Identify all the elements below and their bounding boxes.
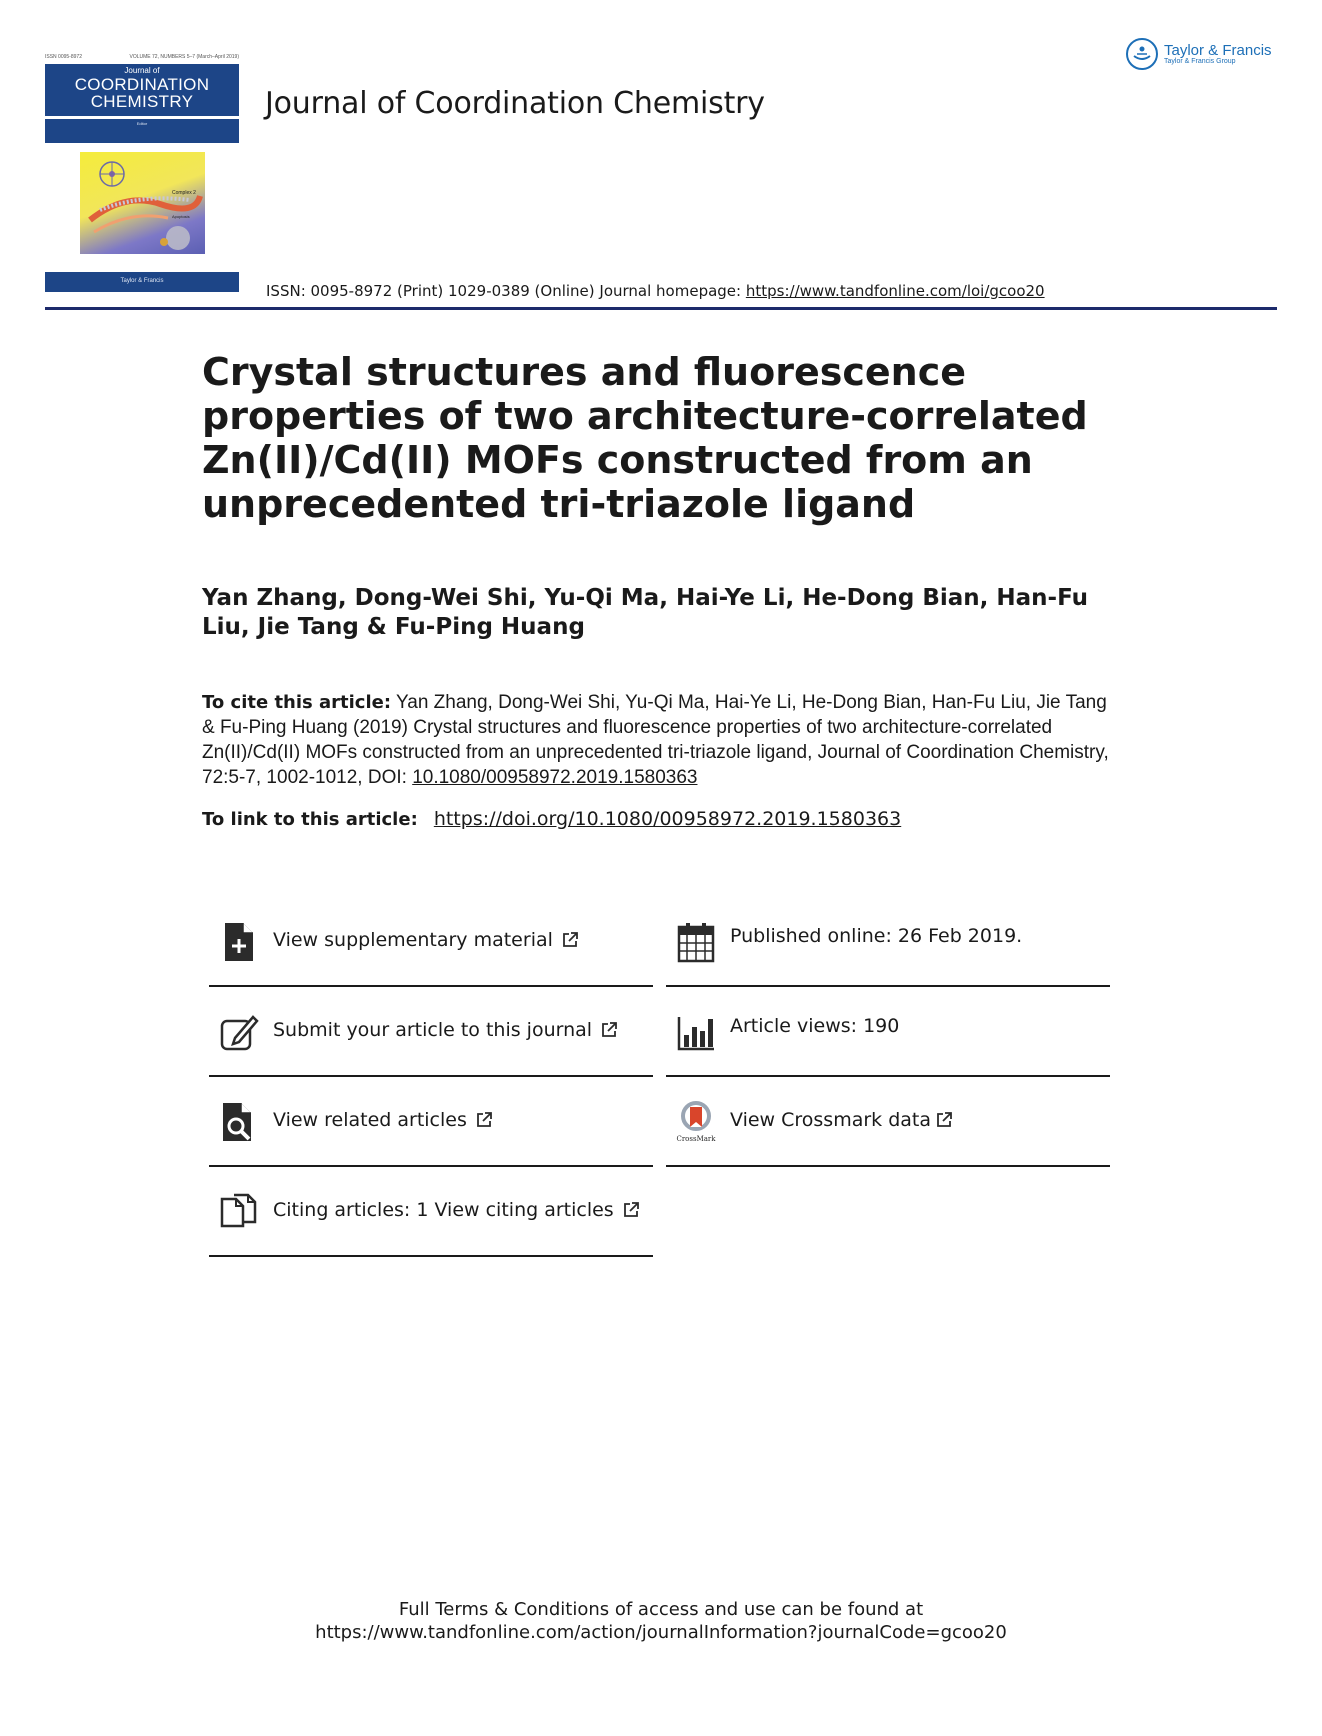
published-online-cell xyxy=(666,897,1110,987)
cover-volume: VOLUME 72, NUMBERS 5–7 (March–April 2019) xyxy=(129,54,239,60)
bar-chart-icon xyxy=(676,1011,716,1053)
published-online-label: Published online: 26 Feb 2019. xyxy=(730,925,1023,947)
journal-cover-thumbnail xyxy=(45,54,239,292)
external-link-icon xyxy=(622,1201,640,1219)
issn-line xyxy=(266,282,1045,300)
article-doi-url[interactable]: https://doi.org/10.1080/00958972.2019.1580363 xyxy=(433,808,902,830)
related-articles-cell[interactable] xyxy=(209,1077,653,1167)
cover-name-line2: CHEMISTRY xyxy=(90,92,194,111)
issn-text: ISSN: 0095-8972 (Print) 1029-0389 (Online) Journal homepage: xyxy=(266,282,746,300)
article-link-line xyxy=(202,808,901,830)
related-articles-label: View related articles xyxy=(273,1109,467,1131)
publisher-group: Taylor & Francis Group xyxy=(1164,58,1236,66)
citing-articles-label: Citing articles: 1 View citing articles xyxy=(273,1199,614,1221)
article-views-label: Article views: 190 xyxy=(730,1015,900,1037)
terms-line1: Full Terms & Conditions of access and use can be found at xyxy=(398,1599,924,1620)
header-divider xyxy=(45,307,1277,310)
terms-url[interactable]: https://www.tandfonline.com/action/journalInformation?journalCode=gcoo20 xyxy=(315,1622,1007,1643)
submit-article-label: Submit your article to this journal xyxy=(273,1019,593,1041)
citation-block xyxy=(202,690,1122,790)
citation-label: To cite this article: xyxy=(202,692,392,713)
citation-doi-link[interactable]: 10.1080/00958972.2019.1580363 xyxy=(412,767,698,788)
article-authors: Yan Zhang, Dong-Wei Shi, Yu-Qi Ma, Hai-Ye Li, He-Dong Bian, Han-Fu Liu, Jie Tang & Fu-Ping Huang xyxy=(202,585,1089,640)
crossmark-cell[interactable] xyxy=(666,1077,1110,1167)
journal-homepage-link[interactable]: https://www.tandfonline.com/loi/gcoo20 xyxy=(745,282,1045,300)
calendar-icon xyxy=(676,921,716,963)
cover-editor-strip xyxy=(45,119,239,143)
external-link-icon xyxy=(475,1111,493,1129)
cover-title-band xyxy=(45,64,239,116)
submit-article-cell[interactable] xyxy=(209,987,653,1077)
cover-name-line1: COORDINATION xyxy=(74,75,210,94)
journal-title[interactable]: Journal of Coordination Chemistry xyxy=(265,86,765,121)
cover-art-label-apoptosis: Apoptosis xyxy=(172,214,190,219)
cover-publisher-band xyxy=(45,272,239,292)
crossmark-logo-text: CrossMark xyxy=(676,1135,716,1143)
citing-articles-cell[interactable] xyxy=(209,1167,653,1257)
supplementary-material-cell[interactable] xyxy=(209,897,653,987)
supplementary-label: View supplementary material xyxy=(273,929,553,951)
search-document-icon xyxy=(219,1101,259,1143)
external-link-icon xyxy=(561,931,579,949)
supplementary-file-icon xyxy=(219,921,259,963)
publisher-logo-icon xyxy=(1126,38,1158,70)
article-title: Crystal structures and fluorescence properties of two architecture-correlated Zn(II)/Cd(II) MOFs constructed from an unprecedented tri-triazole ligand xyxy=(202,350,1088,526)
article-link-label: To link to this article: xyxy=(202,809,418,830)
terms-footer xyxy=(0,1598,1322,1644)
citing-documents-icon xyxy=(219,1191,259,1233)
article-views-cell xyxy=(666,987,1110,1077)
cover-artwork-graphic xyxy=(80,152,205,254)
taylor-francis-logo[interactable] xyxy=(1126,38,1272,70)
citation-text: Yan Zhang, Dong-Wei Shi, Yu-Qi Ma, Hai-Ye Li, He-Dong Bian, Han-Fu Liu, Jie Tang & Fu-Ping Huang (2019) Crystal structures and fluorescence properties of two architecture-correlated Zn(II)/Cd(II) MOFs constructed from an unprecedented tri-triazole ligand, Journal of Coordination Chemistry, 72:5-7, 1002-1012, DOI: xyxy=(202,692,1109,788)
cover-artwork xyxy=(80,152,205,254)
external-link-icon xyxy=(935,1111,953,1129)
cover-art-label-complex: Complex 2 xyxy=(172,190,196,196)
edit-pencil-icon xyxy=(219,1011,259,1053)
cover-journal-of: Journal of xyxy=(124,66,160,75)
crossmark-icon xyxy=(676,1101,716,1143)
cover-publisher-label: Taylor & Francis xyxy=(120,278,164,284)
crossmark-label: View Crossmark data xyxy=(730,1109,932,1131)
publisher-name: Taylor & Francis xyxy=(1164,41,1272,59)
cover-editor-note: Editor xyxy=(136,121,148,126)
cover-issn: ISSN 0095-8972 xyxy=(45,54,82,60)
external-link-icon xyxy=(600,1021,618,1039)
